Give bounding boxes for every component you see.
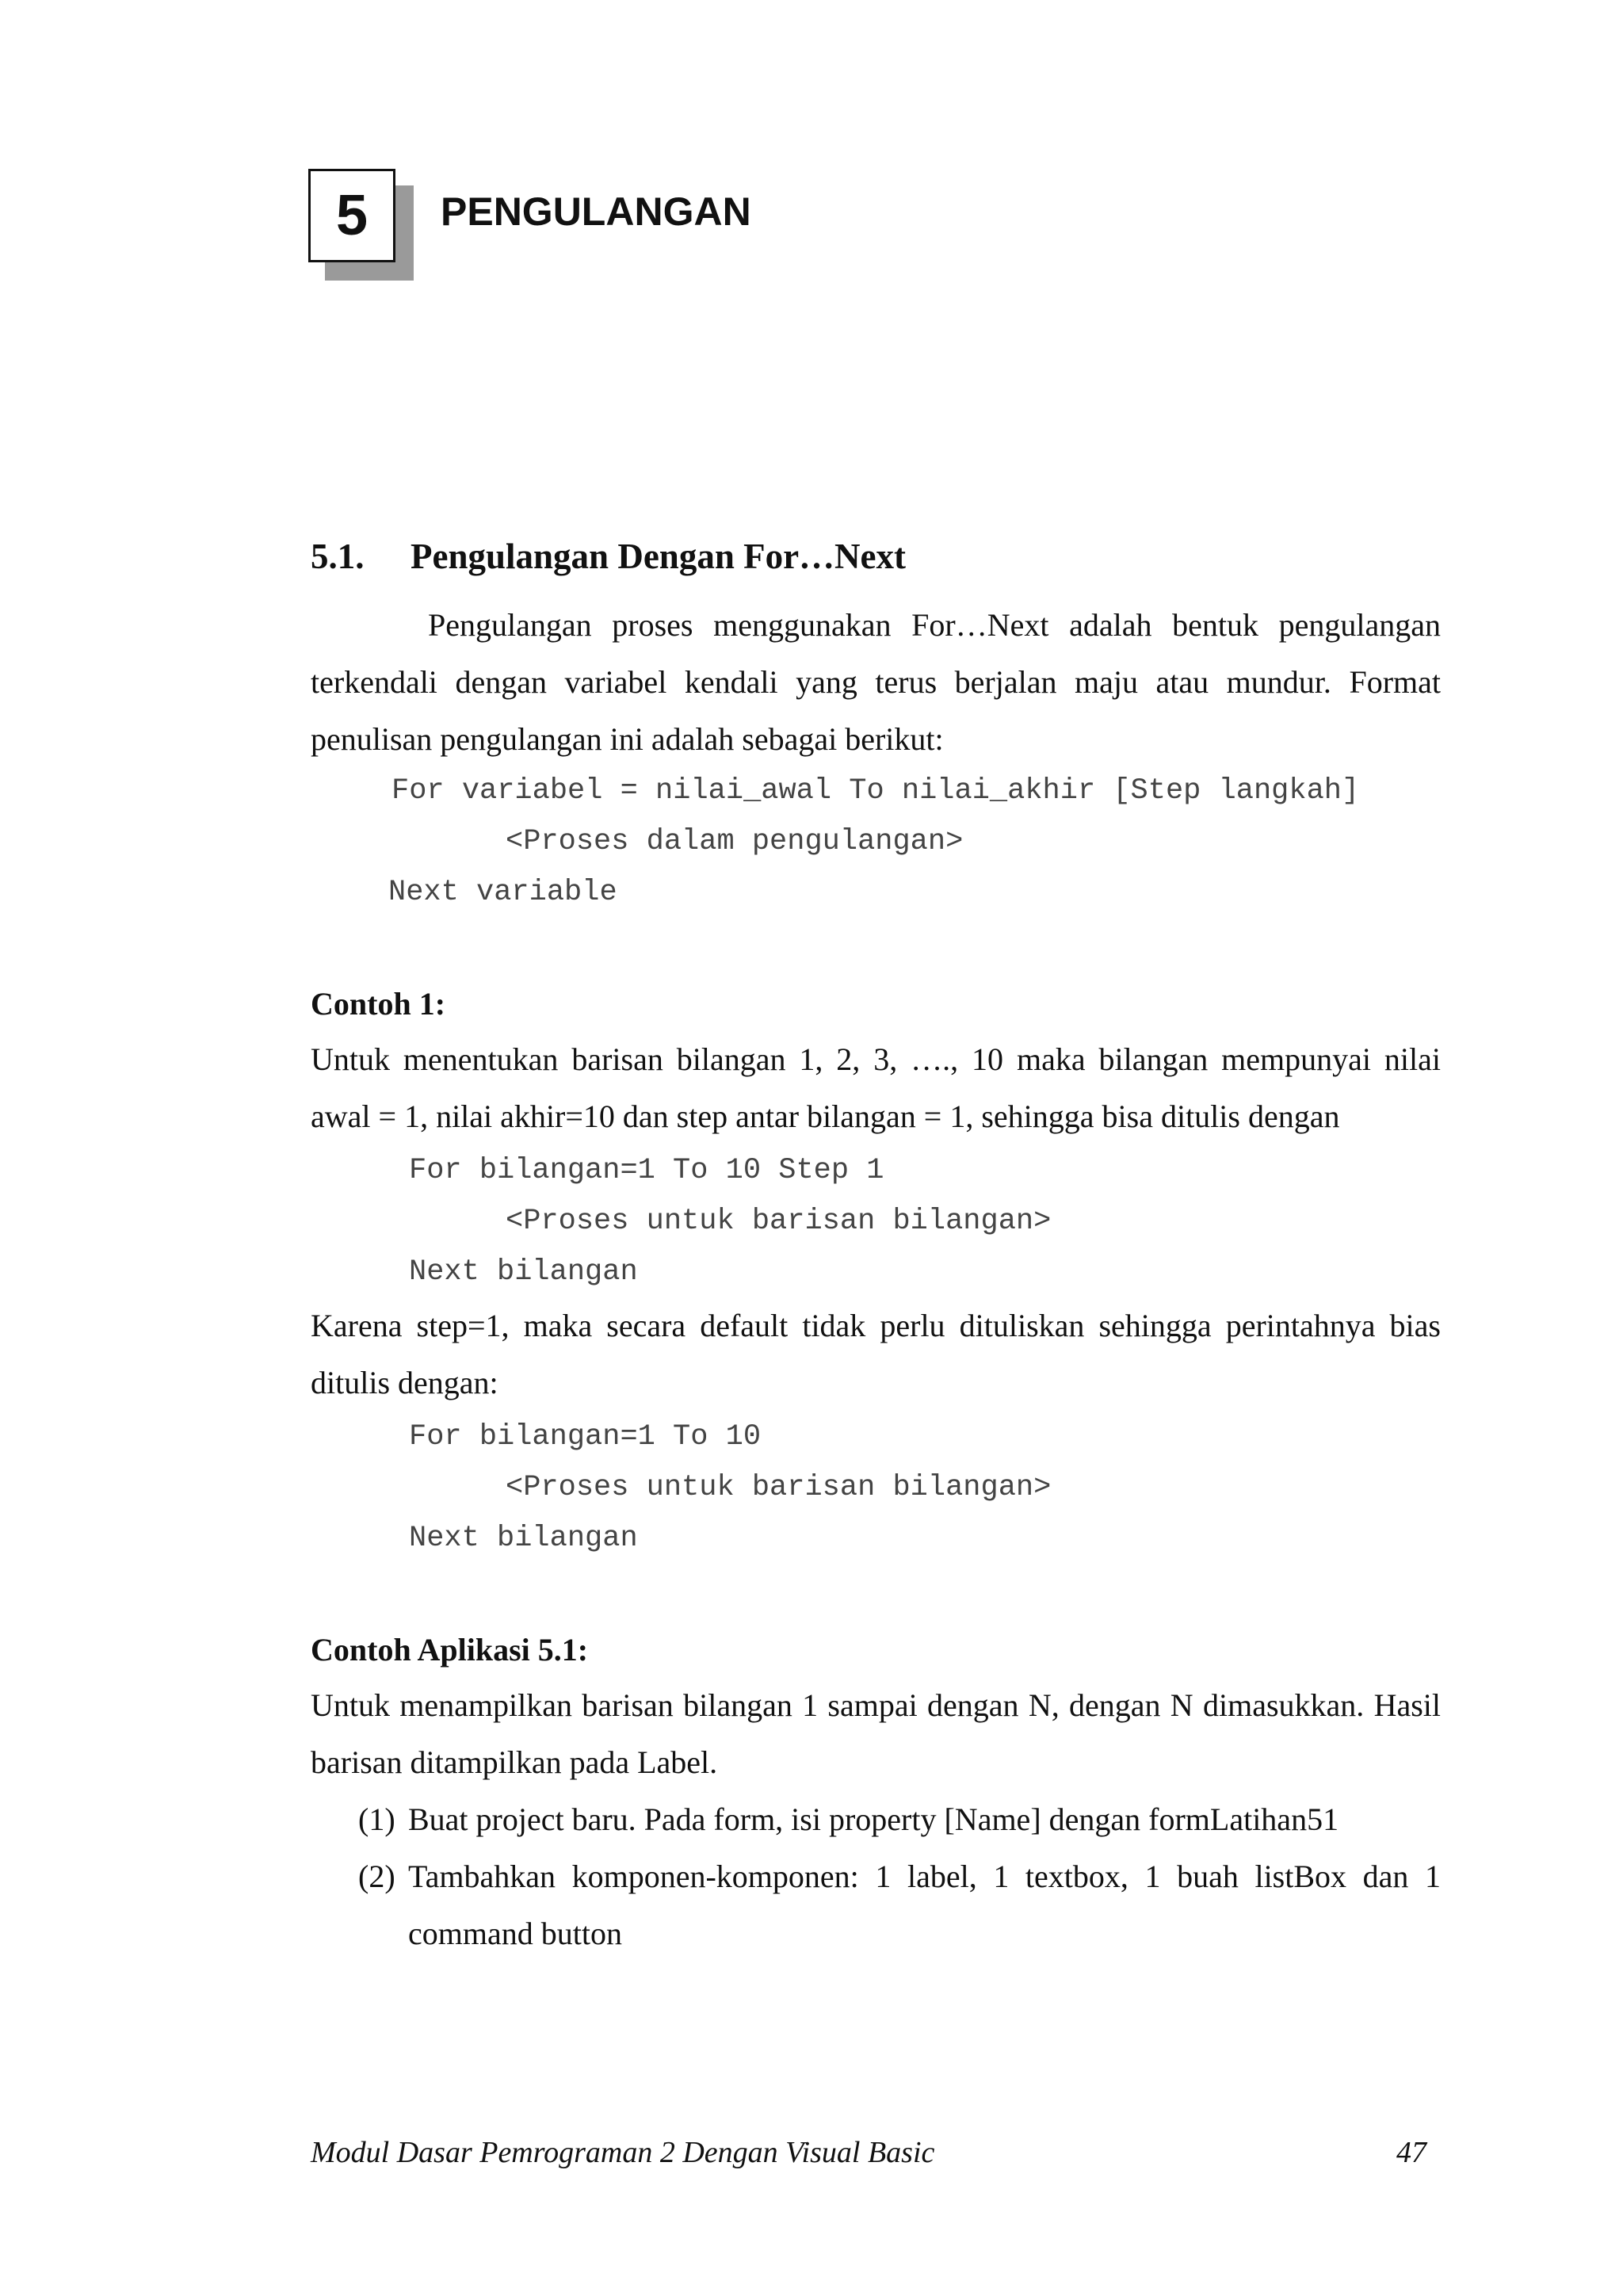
- contoh1-code2-line-1: For bilangan=1 To 10: [409, 1420, 762, 1454]
- contoh1-code2-line-2: <Proses untuk barisan bilangan>: [506, 1471, 1052, 1504]
- list-item-number: (2): [358, 1859, 395, 1894]
- aplikasi-paragraph-block: [311, 1677, 1441, 1791]
- contoh1-paragraph: Untuk menentukan barisan bilangan 1, 2, 3, …., 10 maka bilangan mempunyai nilai awal = 1, nilai akhir=10 dan step antar bilangan = 1, sehingga bisa ditulis dengan: [311, 1041, 1441, 1134]
- chapter-number: 5: [335, 184, 369, 247]
- chapter-number-box: [308, 169, 395, 262]
- list-item-text: Tambahkan komponen-komponen: 1 label, 1 textbox, 1 buah listBox dan 1 command button: [408, 1859, 1441, 1951]
- intro-paragraph: Pengulangan proses menggunakan For…Next adalah bentuk pengulangan terkendali dengan variabel kendali yang terus berjalan maju atau mundur. Format penulisan pengulangan ini adalah sebagai berikut:: [311, 607, 1441, 757]
- contoh1-paragraph2-block: [311, 1297, 1441, 1412]
- page-number: 47: [1396, 2136, 1426, 2169]
- aplikasi-label: Contoh Aplikasi 5.1:: [311, 1632, 589, 1668]
- list-item-text: Buat project baru. Pada form, isi property [Name] dengan formLatihan51: [408, 1801, 1339, 1837]
- contoh1-code2-line-3: Next bilangan: [409, 1522, 638, 1555]
- list-item: [358, 1791, 1441, 1848]
- list-item: [358, 1848, 1441, 1962]
- contoh1-code1-line-3: Next bilangan: [409, 1255, 638, 1289]
- contoh1-paragraph2: Karena step=1, maka secara default tidak perlu dituliskan sehingga perintahnya bias ditulis dengan:: [311, 1308, 1441, 1400]
- chapter-title: PENGULANGAN: [441, 189, 751, 234]
- intro-paragraph-block: [311, 597, 1441, 768]
- syntax-code-line-1: For variabel = nilai_awal To nilai_akhir [Step langkah]: [391, 774, 1360, 808]
- contoh1-code1-line-1: For bilangan=1 To 10 Step 1: [409, 1154, 884, 1187]
- contoh1-paragraph-block: [311, 1031, 1441, 1145]
- contoh1-code1-line-2: <Proses untuk barisan bilangan>: [506, 1205, 1052, 1238]
- section-number: 5.1.: [311, 537, 365, 576]
- aplikasi-paragraph: Untuk menampilkan barisan bilangan 1 sampai dengan N, dengan N dimasukkan. Hasil barisan ditampilkan pada Label.: [311, 1687, 1441, 1780]
- section-title: Pengulangan Dengan For…Next: [411, 537, 907, 576]
- syntax-code-line-3: Next variable: [388, 876, 617, 909]
- list-item-number: (1): [358, 1801, 395, 1837]
- syntax-code-line-2: <Proses dalam pengulangan>: [506, 825, 964, 858]
- contoh1-label: Contoh 1:: [311, 986, 446, 1022]
- footer-title: Modul Dasar Pemrograman 2 Dengan Visual Basic: [311, 2136, 935, 2169]
